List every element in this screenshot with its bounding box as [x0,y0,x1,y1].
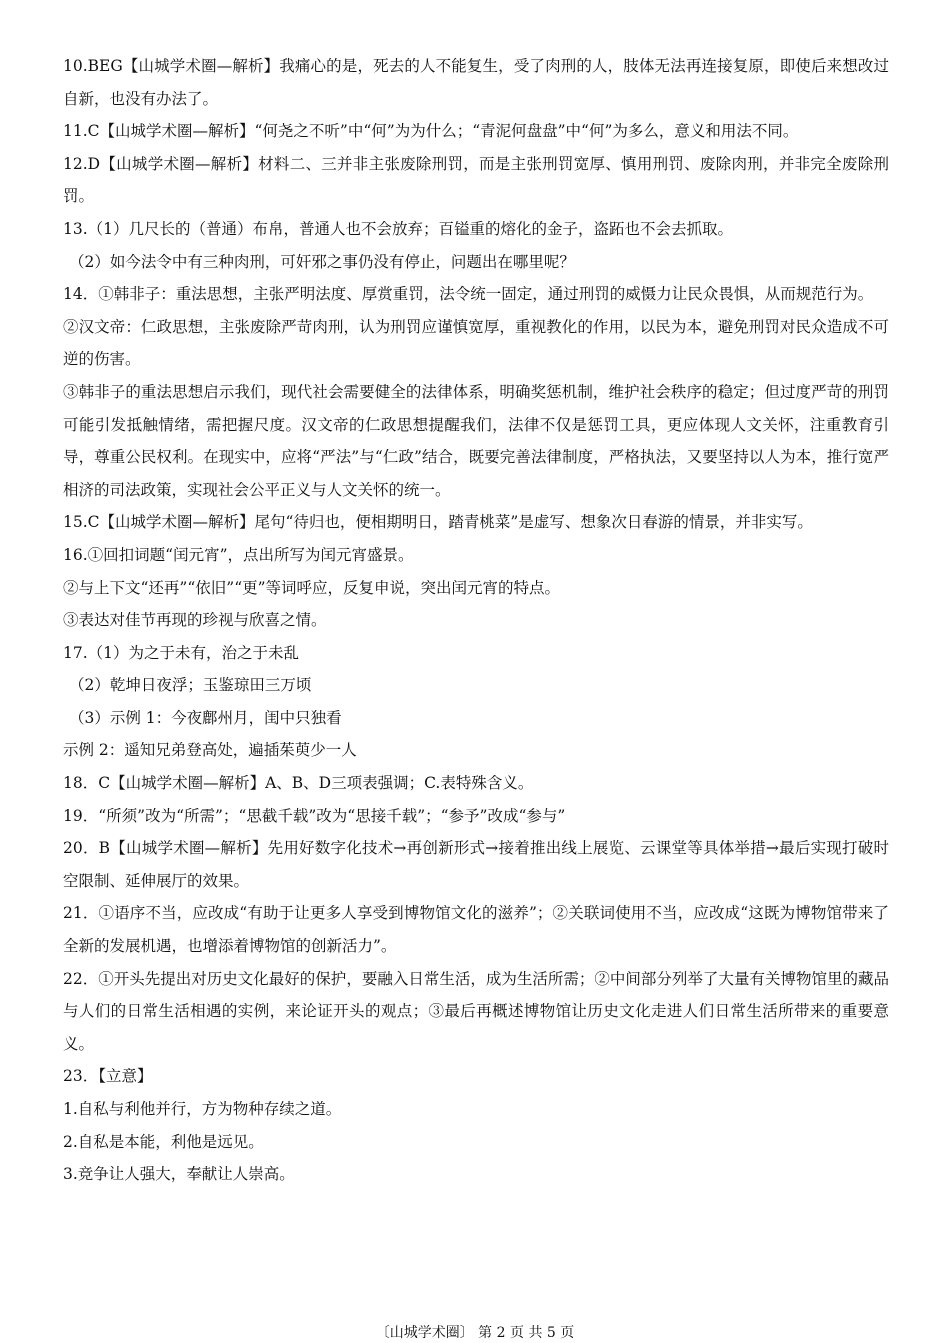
answer-17-2: （2）乾坤日夜浮；玉鉴琼田三万顷 [69,676,312,695]
answer-21: 21．①语序不当，应改成“有助于让更多人享受到博物馆文化的滋养”；②关联词使用不当，应改成“这既为博物馆带来了全新的发展机遇，也增添着博物馆的创新活力”。 [63,904,889,956]
answer-16-3: ③表达对佳节再现的珍视与欣喜之情。 [63,611,327,630]
answer-17-example-2: 示例 2：遥知兄弟登高处，遍插茱萸少一人 [63,741,357,760]
answer-13-2: （2）如今法令中有三种肉刑，可奸邪之事仍没有停止，问题出在哪里呢？ [69,252,575,271]
answer-page [63,50,889,1191]
answer-19: 19．“所须”改为“所需”；“思截千载”改为“思接千载”；“参予”改成“参与” [63,806,566,825]
answer-16-2: ②与上下文“还再”“依旧”“更”等词呼应，反复申说，突出闰元宵的特点。 [63,578,561,597]
answer-18: 18．C【山城学术圈—解析】A、B、D三项表强调；C.表特殊含义。 [63,774,534,793]
answer-15: 15.C【山城学术圈—解析】尾句“待归也，便相期明日，踏青桃菜”是虚写、想象次日春游的情景，并非实写。 [63,513,813,532]
answer-10: 10.BEG【山城学术圈—解析】我痛心的是，死去的人不能复生，受了肉刑的人，肢体无法再连接复原，即使后来想改过自新，也没有办法了。 [63,57,889,108]
answer-23-point-2: 2.自私是本能，利他是远见。 [63,1132,264,1151]
answer-14-2: ②汉文帝：仁政思想，主张废除严苛肉刑，认为刑罚应谨慎宽厚，重视教化的作用，以民为本，避免刑罚对民众造成不可逆的伤害。 [63,317,889,369]
answer-23-heading: 23．【立意】 [63,1067,153,1086]
answer-17-1: 17.（1）为之于未有，治之于未乱 [63,643,300,662]
answer-16-1: 16.①回扣词题“闰元宵”，点出所写为闰元宵盛景。 [63,545,414,564]
answer-11: 11.C【山城学术圈—解析】“何尧之不听”中“何”为为什么；“青泥何盘盘”中“何”为多么，意义和用法不同。 [63,122,799,141]
answer-14-1: 14．①韩非子：重法思想，主张严明法度、厚赏重罚，法令统一固定，通过刑罚的威慑力让民众畏惧，从而规范行为。 [63,285,874,304]
answer-12: 12.D【山城学术圈—解析】材料二、三并非主张废除刑罚，而是主张刑罚宽厚、慎用刑罚、废除肉刑，并非完全废除刑罚。 [63,154,889,206]
answer-13-1: 13.（1）几尺长的（普通）布帛，普通人也不会放弃；百镒重的熔化的金子，盗跖也不会去抓取。 [63,219,734,238]
answer-22: 22．①开头先提出对历史文化最好的保护，要融入日常生活，成为生活所需；②中间部分列举了大量有关博物馆里的藏品与人们的日常生活相遇的实例，来论证开头的观点；③最后再概述博物馆让历史文化走进人们日常生活所带来的重要意义。 [63,969,889,1053]
answer-23-point-3: 3.竞争让人强大，奉献让人崇高。 [63,1165,295,1184]
page-footer: 〔山城学术圈〕 第 2 页 共 5 页 [375,1325,575,1341]
answer-23-point-1: 1.自私与利他并行，方为物种存续之道。 [63,1100,342,1118]
answer-20: 20．B【山城学术圈—解析】先用好数字化技术→再创新形式→接着推出线上展览、云课堂等具体举措→最后实现打破时空限制、延伸展厅的效果。 [63,839,889,890]
answer-14-3: ③韩非子的重法思想启示我们，现代社会需要健全的法律体系，明确奖惩机制，维护社会秩序的稳定；但过度严苛的刑罚可能引发抵触情绪，需把握尺度。汉文帝的仁政思想提醒我们，法律不仅是惩罚工具，更应体现人文关怀，注重教育引导，尊重公民权利。在现实中，应将“严法”与“仁政”结合，既要完善法律制度，严格执法，又要坚持以人为本，推行宽严相济的司法政策，实现社会公平正义与人文关怀的统一。 [63,382,889,499]
answer-17-3: （3）示例 1：今夜鄜州月，闺中只独看 [69,708,342,727]
